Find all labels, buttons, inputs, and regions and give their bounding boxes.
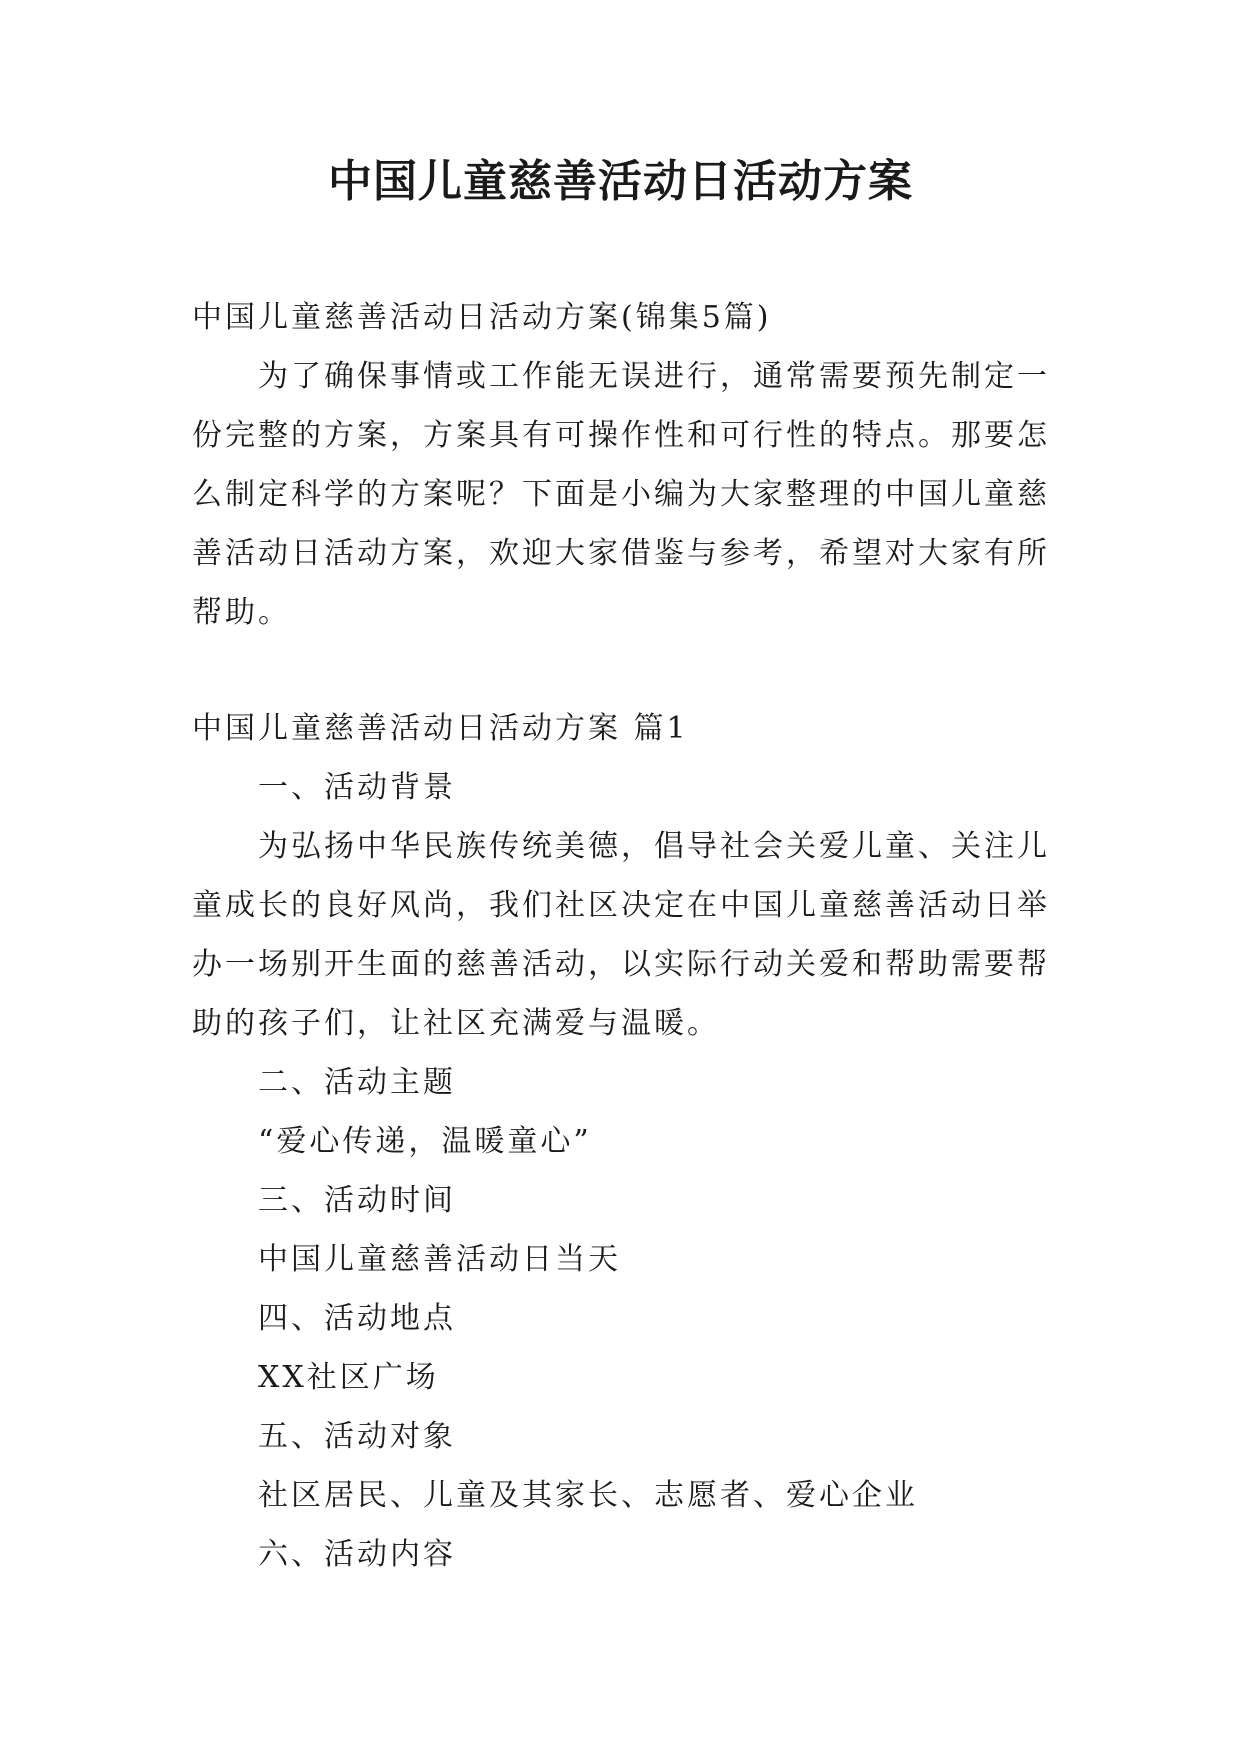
theme-heading: 二、活动主题 xyxy=(258,1065,456,1100)
target-text: 社区居民、儿童及其家长、志愿者、爱心企业 xyxy=(258,1478,918,1513)
document-title: 中国儿童慈善活动日活动方案 xyxy=(328,156,913,207)
place-heading: 四、活动地点 xyxy=(258,1301,456,1336)
spacer xyxy=(192,642,1052,699)
time-heading: 三、活动时间 xyxy=(258,1183,456,1218)
section-heading: 中国儿童慈善活动日活动方案 篇1 xyxy=(192,711,689,746)
intro-paragraph: 为了确保事情或工作能无误进行，通常需要预先制定一份完整的方案，方案具有可操作性和可行性的特点。那要怎么制定科学的方案呢？下面是小编为大家整理的中国儿童慈善活动日活动方案，欢迎大家借鉴与参考，希望对大家有所帮助。 xyxy=(192,359,1050,630)
background-heading: 一、活动背景 xyxy=(258,770,456,805)
document-body xyxy=(192,288,1052,1584)
content-heading: 六、活动内容 xyxy=(258,1537,456,1572)
time-text: 中国儿童慈善活动日当天 xyxy=(258,1242,621,1277)
background-paragraph: 为弘扬中华民族传统美德，倡导社会关爱儿童、关注儿童成长的良好风尚，我们社区决定在中国儿童慈善活动日举办一场别开生面的慈善活动，以实际行动关爱和帮助需要帮助的孩子们，让社区充满爱与温暖。 xyxy=(192,829,1050,1041)
place-text: XX社区广场 xyxy=(258,1360,439,1395)
document-subtitle: 中国儿童慈善活动日活动方案(锦集5篇) xyxy=(192,300,772,335)
theme-text: “爱心传递，温暖童心” xyxy=(258,1124,592,1159)
target-heading: 五、活动对象 xyxy=(258,1419,456,1454)
